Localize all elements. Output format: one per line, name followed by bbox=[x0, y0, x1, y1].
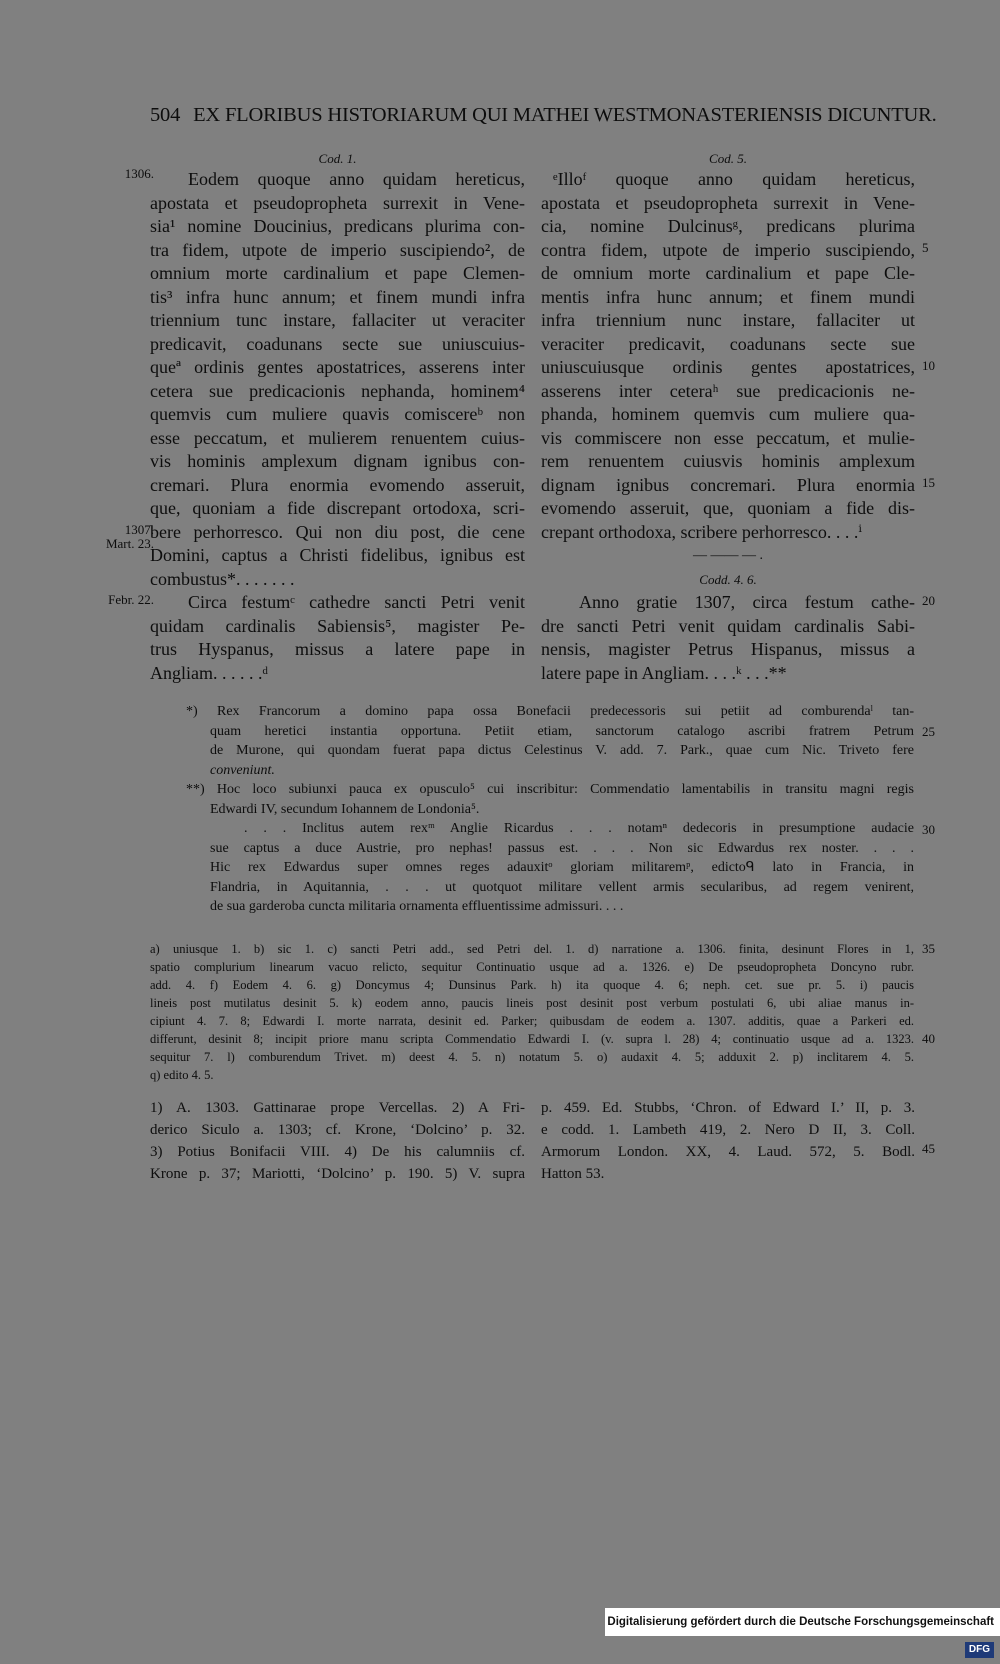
text-line: apostata et pseudopropheta surrexit in Vene- bbox=[541, 192, 915, 213]
text-line: esse peccatum, et mulierem renuentem cuius- bbox=[150, 427, 525, 448]
text-line: Eodem quoque anno quidam hereticus, bbox=[188, 169, 525, 189]
text-line: Domini, captus a Christi fidelibus, ignibus est bbox=[150, 545, 525, 565]
text-line: nensis, magister Petrus Hispanus, missus a bbox=[541, 639, 915, 659]
apparatus-line: q) edito 4. 5. bbox=[150, 1068, 214, 1082]
margin-note-mart-23: Mart. 23. bbox=[105, 536, 154, 551]
line-number: 5 bbox=[922, 240, 929, 255]
text-line: quidam cardinalis Sabiensis⁵, magister Pe- bbox=[150, 615, 525, 636]
text-line: bere perhorresco. Qui non diu post, die cene bbox=[150, 521, 525, 542]
apparatus-line: differunt, desinit 8; incipit priore manu scripta Commendatio Edwardi I. (v. supra l. 28) 4; continuatio usque ad a. 1323. bbox=[150, 1032, 914, 1046]
text-line: vis hominis amplexum dignam ignibus con- bbox=[150, 451, 525, 471]
note-line: Hic rex Edwardus super omnes reges adauxitᵒ gloriam militaremᵖ, edictoᑫ lato in Francia, in bbox=[210, 860, 914, 875]
note-line: Edwardi IV, secundum Iohannem de Londonia⁵. bbox=[210, 801, 480, 817]
apparatus-line: cipiunt 4. 7. 8; Edwardi I. morte narrata, desinit ed. Parker; quibusdam de eodem a. 1307. additis, quae a Parkeri ed. bbox=[150, 1014, 914, 1028]
footnotes-left bbox=[150, 1097, 525, 1185]
text-line: tra fidem, utpote de imperio suscipiendo², de bbox=[150, 239, 525, 260]
text-line: dignam ignibus concremari. Plura enormia bbox=[541, 474, 915, 495]
text-line: quemvis cum muliere quavis comiscereᵇ non bbox=[150, 404, 525, 424]
banner-text: Digitalisierung gefördert durch die Deutsche Forschungsgemeinschaft bbox=[607, 1616, 994, 1628]
footnote-line: e codd. 1. Lambeth 419, 2. Nero D II, 3. Coll. bbox=[541, 1122, 915, 1138]
apparatus-line: a) uniusque 1. b) sic 1. c) sancti Petri add., sed Petri del. 1. d) narratione a. 1306. finita, desinunt Flores in 1, bbox=[150, 942, 914, 956]
line-number: 20 bbox=[922, 593, 935, 608]
text-line: Circa festumᶜ cathedre sancti Petri venit bbox=[188, 592, 525, 612]
critical-apparatus bbox=[150, 940, 914, 1084]
line-number: 35 bbox=[922, 941, 935, 956]
text-line: infra triennium nunc instare, fallaciter ut bbox=[541, 310, 915, 330]
margin-note-febr-22: Febr. 22. bbox=[108, 592, 154, 607]
text-line: mentis infra hunc annum; et finem mundi bbox=[541, 286, 915, 307]
text-line: queª ordinis gentes apostatrices, asserens inter bbox=[150, 357, 525, 377]
text-line: triennium tunc instare, fallaciter ut veraciter bbox=[150, 310, 525, 330]
text-line: Angliam. . . . . .ᵈ bbox=[150, 662, 269, 683]
text-line: trus Hyspanus, missus a latere pape in bbox=[150, 639, 525, 659]
text-line: crepant orthodoxa, scribere perhorresco. . . .ⁱ bbox=[541, 521, 862, 542]
editorial-notes bbox=[186, 702, 914, 917]
line-number: 40 bbox=[922, 1031, 935, 1046]
text-line: dre sancti Petri venit quidam cardinalis Sabi- bbox=[541, 615, 915, 636]
column-label: Cod. 5. bbox=[709, 151, 747, 166]
text-line: evomendo asseruit, que, quoniam a fide dis- bbox=[541, 498, 915, 518]
text-line: vis commiscere non esse peccatum, et mulie- bbox=[541, 427, 915, 448]
text-line: predicavit, coadunans secte sue uniuscuius- bbox=[150, 333, 525, 354]
footnote-line: Armorum London. XX, 4. Laud. 572, 5. Bodl. bbox=[541, 1144, 915, 1160]
running-header bbox=[150, 104, 937, 127]
note-line: Flandria, in Aquitannia, . . . ut quotquot militare vellent armis secularibus, ad regem venirent, bbox=[210, 879, 914, 895]
footnote-line: p. 459. Ed. Stubbs, ‘Chron. of Edward I.’ II, p. 3. bbox=[541, 1100, 915, 1116]
footnote-line: Krone p. 37; Mariotti, ‘Dolcino’ p. 190. 5) V. supra bbox=[150, 1166, 525, 1182]
footnote-line: Hatton 53. bbox=[541, 1166, 605, 1182]
note-line: de sua garderoba cuncta militaria ornamenta effluentissime admissuri. . . . bbox=[210, 899, 624, 914]
text-line: combustus*. . . . . . . bbox=[150, 568, 295, 589]
text-line: veraciter predicavit, coadunans secte sue bbox=[541, 333, 915, 354]
margin-note-1306: 1306. bbox=[124, 166, 154, 181]
apparatus-line: spatio complurium linearum vacuo relicto, sequitur Continuatio usque ad a. 1326. e) De pseudopropheta Doncyno rubr. bbox=[150, 960, 914, 974]
apparatus-line: lineis post mutilatus desinit 5. k) eodem anno, paucis lineis post desinit post verbum postulati 6, ubi aliae manus in- bbox=[150, 996, 914, 1010]
text-line: contra fidem, utpote de imperio suscipiendo, bbox=[541, 239, 915, 260]
line-number: 45 bbox=[922, 1141, 935, 1156]
text-line: Anno gratie 1307, circa festum cathe- bbox=[579, 592, 915, 612]
footnote-line: derico Siculo a. 1303; cf. Krone, ‘Dolcino’ p. 32. bbox=[150, 1122, 525, 1138]
text-line: latere pape in Angliam. . . .ᵏ . . .** bbox=[541, 662, 787, 683]
text-line: ᵉIlloᶠ quoque anno quidam hereticus, bbox=[553, 169, 915, 189]
text-line: omnium morte cardinalium et pape Clemen- bbox=[150, 263, 525, 283]
text-line: de omnium morte cardinalium et pape Cle- bbox=[541, 263, 915, 283]
dfg-logo: DFG bbox=[965, 1642, 994, 1658]
line-number: 15 bbox=[922, 475, 935, 490]
digitization-banner bbox=[605, 1608, 1000, 1655]
note-line: quam heretici instantia opportuna. Petiit etiam, sanctorum catalogo ascribi fratrem Petrum bbox=[210, 723, 914, 739]
margin-note-1307: 1307. bbox=[124, 522, 154, 537]
text-line: apostata et pseudopropheta surrexit in Vene- bbox=[150, 192, 525, 213]
note-line: conveniunt. bbox=[210, 762, 275, 778]
text-line: cia, nomine Dulcinusᵍ, predicans plurima bbox=[541, 216, 915, 236]
page-title: EX FLORIBUS HISTORIARUM QUI MATHEI WESTMONASTERIENSIS DICUNTUR. bbox=[193, 104, 937, 126]
footnote-line: 1) A. 1303. Gattinarae prope Vercellas. 2) A Fri- bbox=[150, 1100, 525, 1116]
note-line: *) Rex Francorum a domino papa ossa Bonefacii predecessoris sui petiit ad comburendaˡ tan- bbox=[186, 704, 914, 719]
note-line: . . . Inclitus autem rexᵐ Anglie Ricardus . . . notamⁿ dedecoris in presumptione audacie bbox=[244, 821, 914, 836]
apparatus-line: add. 4. f) Eodem 4. 6. g) Doncymus 4; Dunsinus Park. h) ita quoque 4. 6; neph. cet. sue pr. 5. i) paucis bbox=[150, 978, 914, 992]
note-line: **) Hoc loco subiunxi pauca ex opusculo⁵ cui inscribitur: Commendatio lamentabilis in transitu magni regis bbox=[186, 782, 914, 797]
text-line: que, quoniam a fide discrepant ortodoxa, scri- bbox=[150, 498, 525, 518]
note-line: sue captus a duce Austrie, pro nephas! passus est. . . . Non sic Edwardus rex noster. . . . bbox=[210, 840, 914, 856]
column-label: Codd. 4. 6. bbox=[699, 571, 757, 587]
footnotes-right bbox=[541, 1097, 915, 1185]
text-line: uniuscuiusque ordinis gentes apostatrices, bbox=[541, 357, 915, 377]
page-number: 504 bbox=[150, 104, 181, 126]
note-line: de Murone, qui quondam fuerat papa dictus Celestinus V. add. 7. Park., quae cum Nic. Triveto fere bbox=[210, 743, 914, 758]
line-number: 30 bbox=[922, 822, 935, 837]
text-line: asserens inter ceteraʰ sue predicacionis ne- bbox=[541, 380, 915, 401]
line-number: 10 bbox=[922, 358, 935, 373]
column-cod-5 bbox=[541, 150, 915, 685]
line-number: 25 bbox=[922, 724, 935, 739]
footnote-line: 3) Potius Bonifacii VIII. 4) De his calumniis cf. bbox=[150, 1144, 525, 1160]
text-line: phanda, hominem quemvis cum muliere qua- bbox=[541, 404, 915, 424]
text-line: rem renuentem cuiusvis hominis amplexum bbox=[541, 451, 915, 471]
column-label: Cod. 1. bbox=[318, 151, 357, 166]
text-line: sia¹ nomine Doucinius, predicans plurima con- bbox=[150, 216, 525, 236]
text-line: cremari. Plura enormia evomendo asseruit, bbox=[150, 474, 525, 495]
section-separator: — —— — . bbox=[693, 548, 763, 563]
text-line: tis³ infra hunc annum; et finem mundi infra bbox=[150, 286, 525, 307]
column-cod-1 bbox=[150, 150, 525, 685]
text-line: cetera sue predicacionis nephanda, hominem⁴ bbox=[150, 380, 525, 401]
apparatus-line: sequitur 7. l) comburendum Trivet. m) deest 4. 5. n) notatum 5. o) audaxit 4. 5; adduxit 2. p) inclitarem 4. 5. bbox=[150, 1050, 914, 1064]
